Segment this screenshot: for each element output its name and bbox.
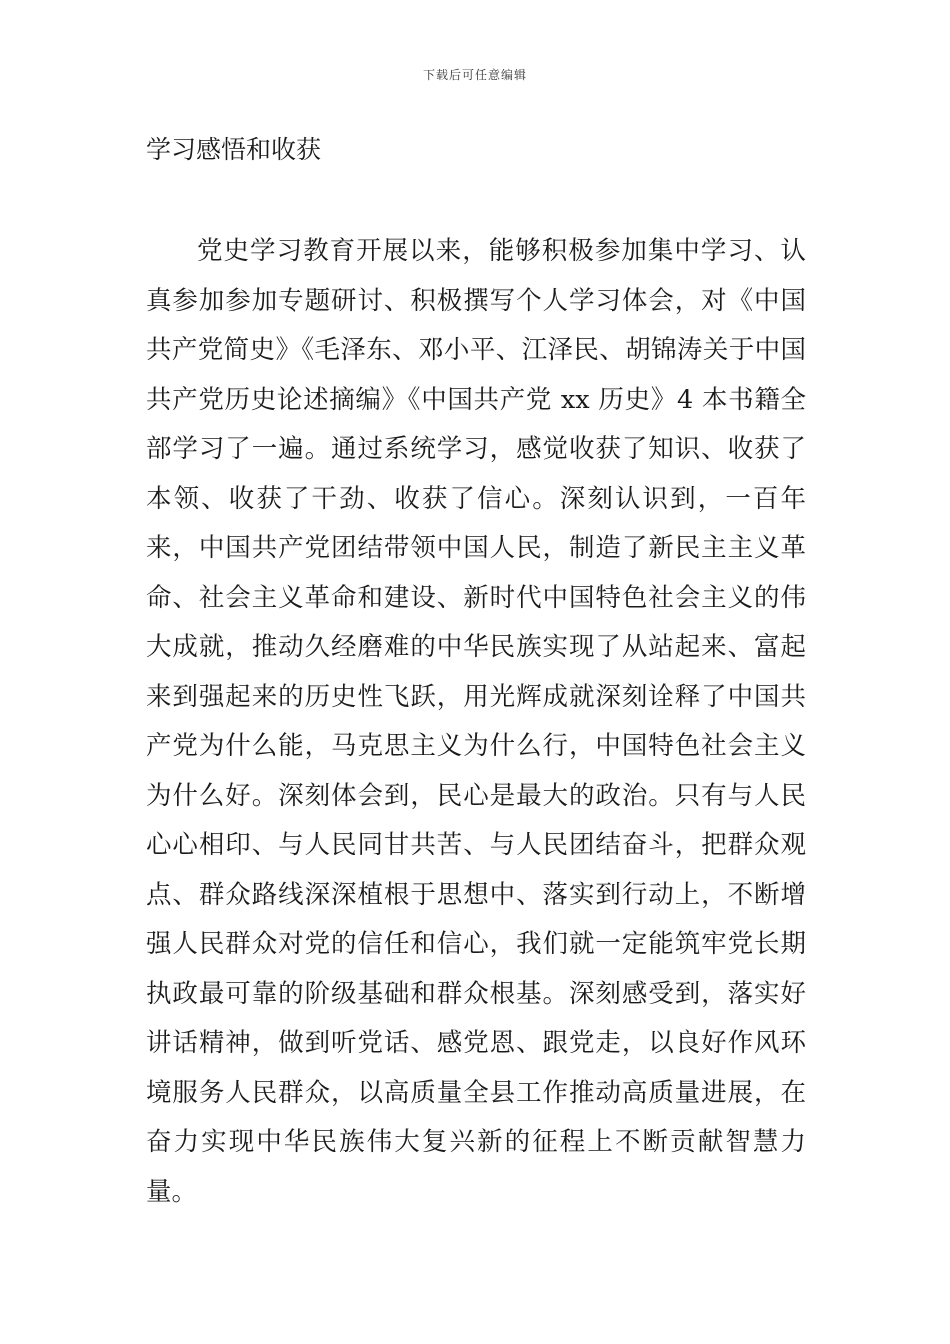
document-title: 学习感悟和收获	[146, 135, 322, 164]
header-note: 下载后可任意编辑	[422, 68, 527, 82]
body-paragraph: 党史学习教育开展以来，能够积极参加集中学习、认真参加参加专题研讨、积极撰写个人学习体会，对《中国共产党简史》《毛泽东、邓小平、江泽民、胡锦涛关于中国共产党历史论述摘编》《中国共产党 xx 历史》4 本书籍全部学习了一遍。通过系统学习，感觉收获了知识、收获了本领、收获了干劲、收获了信心。深刻认识到，一百年来，中国共产党团结带领中国人民，制造了新民主主义革命、社会主义革命和建设、新时代中国特色社会主义的伟大成就，推动久经磨难的中华民族实现了从站起来、富起来到强起来的历史性飞跃，用光辉成就深刻诠释了中国共产党为什么能，马克思主义为什么行，中国特色社会主义为什么好。深刻体会到，民心是最大的政治。只有与人民心心相印、与人民同甘共苦、与人民团结奋斗，把群众观点、群众路线深深植根于思想中、落实到行动上，不断增强人民群众对党的信任和信心，我们就一定能筑牢党长期执政最可靠的阶级基础和群众根基。深刻感受到，落实好讲话精神，做到听党话、感党恩、跟党走，以良好作风环境服务人民群众，以高质量全县工作推动高质量进展，在奋力实现中华民族伟大复兴新的征程上不断贡献智慧力量。	[146, 236, 806, 1207]
